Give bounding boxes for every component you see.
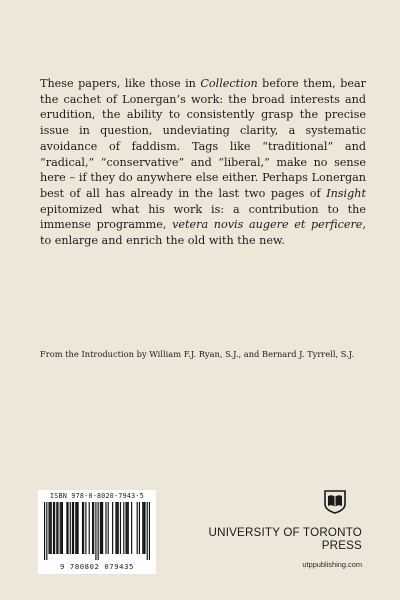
- back-cover-blurb: [40, 76, 366, 249]
- barcode-bar: [72, 502, 73, 554]
- barcode-bar: [56, 502, 57, 554]
- barcode-bar: [93, 502, 94, 554]
- barcode-bar: [53, 502, 54, 554]
- barcode-bar: [92, 502, 93, 554]
- barcode-bar: [60, 502, 61, 554]
- barcode-bar: [54, 502, 55, 554]
- barcode-bar: [149, 502, 150, 560]
- blurb-text-2: before them, bear the cachet of Lonergan’s work: the broad interests and erudition, the ability to consistently grasp the precise issue in question, undeviating clarity, a systematic avoidance of faddism. Tags like “traditional” and “radical,” “conservative” and “liberal,” make no sense here – if they do anywhere else either. Perhaps Lonergan best of all has already in the last two pages of: [40, 77, 366, 200]
- barcode-bar: [131, 502, 132, 554]
- barcode-bar: [62, 502, 63, 554]
- barcode-bar: [73, 502, 74, 554]
- isbn-barcode: [38, 490, 156, 574]
- barcode-bar: [127, 502, 128, 554]
- barcode-bar: [142, 502, 143, 554]
- barcode-bar: [82, 502, 83, 554]
- publisher-name: UNIVERSITY OF TORONTO PRESS: [208, 526, 362, 552]
- blurb-text-1: These papers, like those in: [40, 77, 201, 90]
- barcode-bar: [128, 502, 129, 554]
- barcode-bar: [144, 502, 145, 554]
- blurb-text-4: to enlarge and enrich the old with the new.: [40, 234, 285, 248]
- isbn-label: ISBN 978-0-8020-7943-5: [50, 492, 144, 500]
- barcode-bar: [100, 502, 101, 554]
- barcode-bar: [105, 502, 106, 554]
- publisher-url[interactable]: utppublishing.com: [302, 560, 362, 569]
- barcode-bar: [75, 502, 76, 554]
- barcode-bar: [48, 502, 49, 554]
- barcode-bar: [77, 502, 78, 554]
- blurb-paragraph: [40, 76, 366, 249]
- blurb-italic-insight: Insight: [326, 186, 366, 200]
- book-shield-icon: [324, 490, 346, 514]
- barcode-bar: [115, 502, 116, 554]
- barcode-bar: [89, 502, 90, 554]
- barcode-bar: [118, 502, 119, 554]
- blurb-italic-collection: Collection: [200, 77, 258, 90]
- barcode-bar: [76, 502, 77, 554]
- barcode-bar: [139, 502, 140, 554]
- attribution-line: From the Introduction by William F.J. Ryan, S.J., and Bernard J. Tyrrell, S.J.: [40, 349, 355, 359]
- barcode-bar: [44, 502, 45, 560]
- blurb-text-3: epitomized what his work is: a contribution to the immense programme,: [40, 202, 366, 232]
- barcode-bar: [120, 502, 121, 554]
- blurb-italic-latin: vetera novis augere et perficere,: [172, 218, 366, 232]
- barcode-bar: [46, 502, 47, 560]
- barcode-bar: [67, 502, 68, 554]
- barcode-bar: [85, 502, 86, 554]
- barcode-bar: [125, 502, 126, 554]
- barcode-bar: [98, 502, 99, 560]
- barcode-bar: [51, 502, 52, 554]
- barcode-bar: [66, 502, 67, 554]
- barcode-bar: [112, 502, 113, 554]
- barcode-bar: [101, 502, 102, 554]
- barcode-bar: [61, 502, 62, 554]
- barcode-bar: [147, 502, 148, 560]
- barcode-bar: [137, 502, 138, 554]
- barcode-bar: [50, 502, 51, 554]
- barcode-bar: [70, 502, 71, 554]
- barcode-bar: [108, 502, 109, 554]
- barcode-digits: 9 780802 079435: [60, 562, 134, 571]
- barcode-bar: [143, 502, 144, 554]
- barcode-bar: [123, 502, 124, 554]
- barcode-bar: [95, 502, 96, 560]
- barcode-bar: [102, 502, 103, 554]
- barcode-bar: [83, 502, 84, 554]
- barcode-bar: [117, 502, 118, 554]
- barcode-bar: [57, 502, 58, 554]
- barcode-bars: [44, 502, 150, 560]
